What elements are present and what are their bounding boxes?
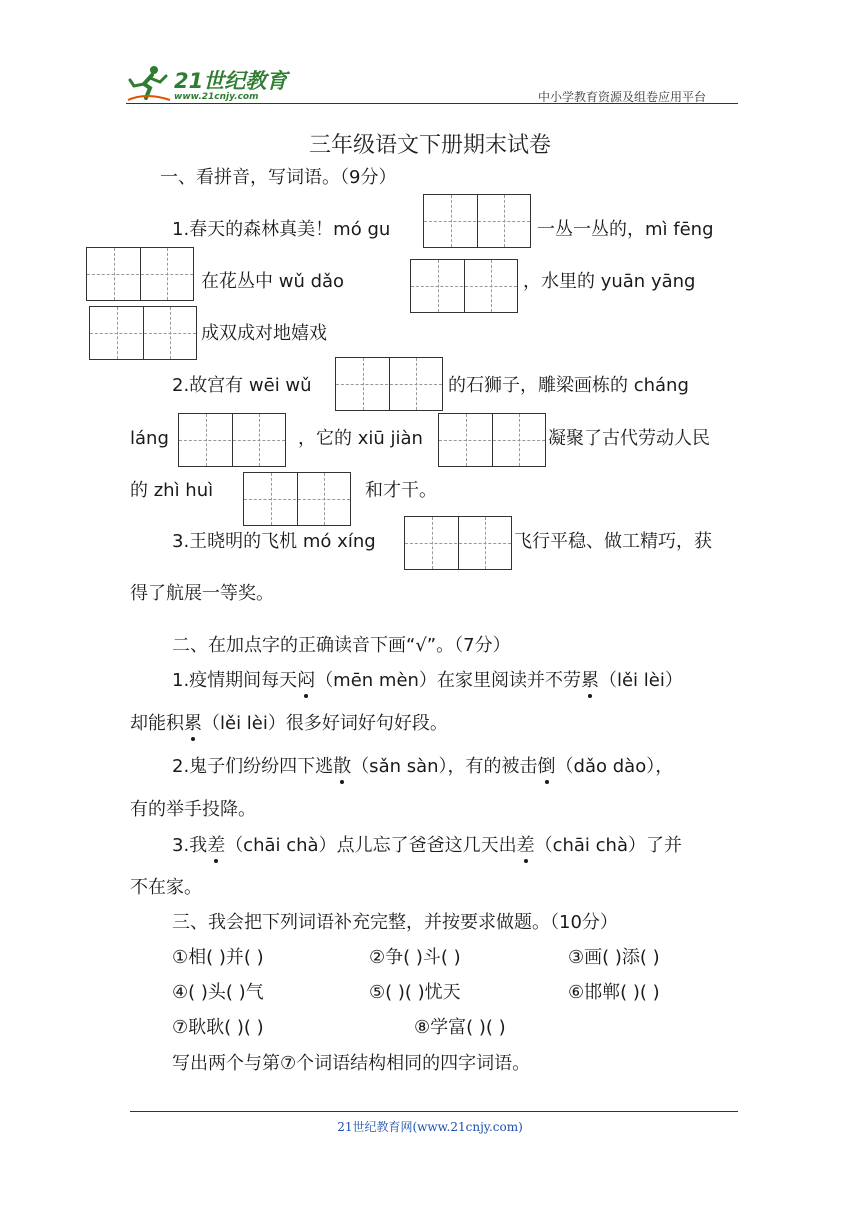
q3-text-a: 3.王晓明的飞机 mó xíng	[172, 531, 376, 552]
q3-text-b: 飞行平稳、做工精巧，获	[514, 531, 712, 552]
s3-item: ⑤( )( )忧天	[369, 982, 461, 1003]
q2-text-f: 的 zhì huì	[130, 480, 214, 501]
text-span: （lěi lèi）	[598, 670, 683, 691]
q1-text-c: 在花丛中 wǔ dǎo	[201, 271, 345, 292]
s2-q3-line1	[172, 834, 682, 858]
s2-q3-line2: 不在家。	[130, 877, 202, 898]
header-platform-text: 中小学教育资源及组卷应用平台	[538, 90, 707, 104]
s3-item: ⑥邯郸( )( )	[568, 982, 660, 1003]
q1-text-d: ，水里的 yuān yāng	[523, 271, 696, 292]
site-logo	[126, 62, 296, 106]
s2-q1-line2	[130, 712, 448, 736]
header-divider	[126, 103, 738, 104]
q1-text-e: 成双成对地嬉戏	[201, 323, 327, 344]
s3-item: ②争( )斗( )	[369, 947, 461, 968]
dotted-char: 差	[516, 835, 535, 856]
answer-grid[interactable]	[243, 472, 351, 526]
q2-text-c: láng	[130, 428, 169, 449]
s3-item: ④( )头( )气	[172, 982, 264, 1003]
runner-logo-icon	[126, 64, 172, 104]
text-span: （mēn mèn）在家里阅读并不劳	[315, 670, 581, 691]
q2-text-a: 2.故宫有 wēi wǔ	[172, 375, 312, 396]
s3-item: ③画( )添( )	[568, 947, 660, 968]
answer-grid[interactable]	[86, 247, 194, 301]
footer-link[interactable]: 21世纪教育网(www.21cnjy.com)	[337, 1120, 523, 1134]
dotted-char: 差	[207, 835, 226, 856]
s2-q2-line1	[172, 755, 673, 779]
answer-grid[interactable]	[404, 516, 512, 570]
text-span: （dǎo dào），	[555, 756, 674, 777]
section2-heading: 二、在加点字的正确读音下画“√”。（7分）	[172, 635, 511, 656]
dotted-char: 累	[184, 713, 202, 734]
answer-grid[interactable]	[178, 413, 286, 467]
answer-grid[interactable]	[438, 413, 546, 467]
q2-text-b: 的石狮子，雕梁画栋的 cháng	[448, 375, 689, 396]
q2-text-g: 和才干。	[365, 480, 437, 501]
dotted-char: 散	[333, 756, 352, 777]
text-span: （chāi chà）了并	[534, 835, 682, 856]
dotted-char: 闷	[297, 670, 316, 691]
text-span: （sǎn sàn），有的被击	[351, 756, 538, 777]
q1-text-a: 1.春天的森林真美！mó gu	[172, 219, 391, 240]
q3-text-c: 得了航展一等奖。	[130, 583, 274, 604]
answer-grid[interactable]	[89, 306, 197, 360]
dotted-char: 倒	[537, 756, 556, 777]
text-span: 却能积	[130, 713, 184, 734]
q2-text-d: ，它的 xiū jiàn	[298, 428, 423, 449]
s3-item: ⑦耿耿( )( )	[172, 1017, 264, 1038]
footer-divider	[130, 1111, 738, 1112]
logo-text: 21世纪教育	[174, 69, 288, 93]
text-span: （lěi lèi）很多好词好句好段。	[202, 713, 448, 734]
page-title: 三年级语文下册期末试卷	[308, 133, 551, 158]
logo-url: www.21cnjy.com	[174, 92, 259, 102]
s3-item: ①相( )并( )	[172, 947, 264, 968]
answer-grid[interactable]	[335, 357, 443, 411]
s3-item: ⑧学富( )( )	[414, 1017, 506, 1038]
answer-grid[interactable]	[423, 194, 531, 248]
text-span: 3.我	[172, 835, 208, 856]
q1-text-b: 一丛一丛的，mì fēng	[537, 219, 714, 240]
dotted-char: 累	[580, 670, 599, 691]
s2-q1-line1	[172, 669, 683, 693]
text-span: （chāi chà）点儿忘了爸爸这几天出	[225, 835, 517, 856]
section3-heading: 三、我会把下列词语补充完整，并按要求做题。（10分）	[172, 912, 618, 933]
answer-grid[interactable]	[410, 259, 518, 313]
section1-heading: 一、看拼音，写词语。（9分）	[160, 167, 397, 188]
q2-text-e: 凝聚了古代劳动人民	[548, 428, 710, 449]
s2-q2-line2: 有的举手投降。	[130, 799, 256, 820]
text-span: 2.鬼子们纷纷四下逃	[172, 756, 334, 777]
text-span: 1.疫情期间每天	[172, 670, 298, 691]
s3-instruction: 写出两个与第⑦个词语结构相同的四字词语。	[172, 1053, 531, 1074]
